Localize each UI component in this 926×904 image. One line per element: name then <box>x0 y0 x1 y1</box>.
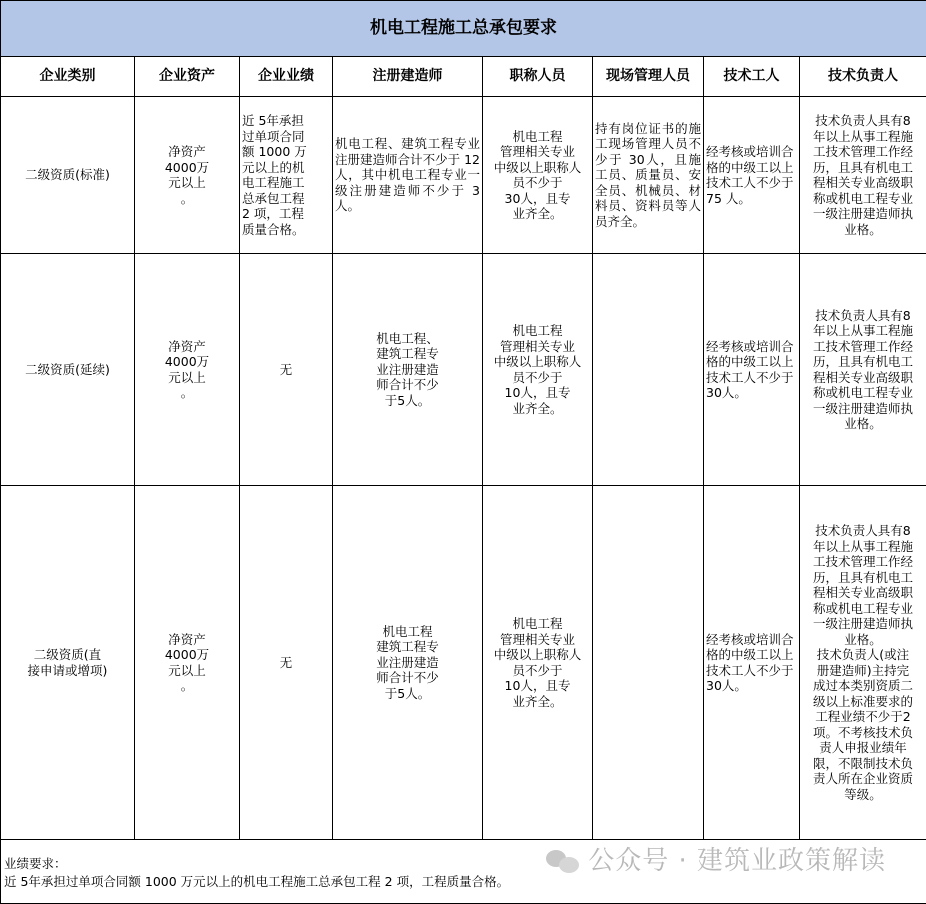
table-title: 机电工程施工总承包要求 <box>1 1 926 57</box>
header-constructors: 注册建造师 <box>333 57 483 97</box>
cell-performance: 无 <box>240 254 333 486</box>
cell-assets: 净资产 4000万 元以上 。 <box>135 254 240 486</box>
cell-technicians: 经考核或培训合格的中级工以上技术工人不少于75 人。 <box>704 97 800 254</box>
cell-constructors: 机电工程、 建筑工程专 业注册建造 师合计不少 于5人。 <box>333 254 483 486</box>
header-category: 企业类别 <box>1 57 135 97</box>
cell-titled-staff: 机电工程 管理相关专业 中级以上职称人 员不少于 30人，且专 业齐全。 <box>483 97 593 254</box>
footer-line-2: 近 5年承担过单项合同额 1000 万元以上的机电工程施工总承包工程 2 项，工程质量合格。 <box>4 873 923 891</box>
wechat-icon <box>546 848 580 874</box>
header-tech-lead: 技术负责人 <box>800 57 926 97</box>
cell-site-managers <box>593 254 704 486</box>
cell-performance: 近 5年承担 过单项合同 额 1000 万 元以上的机 电工程施工 总承包工程 2 项，工程 质量合格。 <box>240 97 333 254</box>
cell-performance: 无 <box>240 486 333 840</box>
header-titled-staff: 职称人员 <box>483 57 593 97</box>
cell-constructors: 机电工程 建筑工程专 业注册建造 师合计不少 于5人。 <box>333 486 483 840</box>
cell-category: 二级资质(延续) <box>1 254 135 486</box>
cell-tech-lead: 技术负责人具有8 年以上从事工程施 工技术管理工作经 历，且具有机电工 程相关专业高级职 称或机电工程专业 一级注册建造师执 业格。 <box>800 254 926 486</box>
header-technicians: 技术工人 <box>704 57 800 97</box>
cell-category: 二级资质(直 接申请或增项) <box>1 486 135 840</box>
cell-technicians: 经考核或培训合格的中级工以上技术工人不少于30人。 <box>704 486 800 840</box>
header-site-managers: 现场管理人员 <box>593 57 704 97</box>
watermark <box>546 848 886 874</box>
cell-titled-staff: 机电工程 管理相关专业 中级以上职称人 员不少于 10人，且专 业齐全。 <box>483 254 593 486</box>
cell-site-managers: 持有岗位证书的施工现场管理人员不少于 30人，且施工员、质量员、安全员、机械员、材料员、资料员等人员齐全。 <box>593 97 704 254</box>
table-row <box>1 97 926 254</box>
cell-technicians: 经考核或培训合格的中级工以上技术工人不少于30人。 <box>704 254 800 486</box>
header-assets: 企业资产 <box>135 57 240 97</box>
cell-site-managers <box>593 486 704 840</box>
cell-constructors: 机电工程、建筑工程专业注册建造师合计不少于 12 人，其中机电工程专业一级注册建造师不少于 3人。 <box>333 97 483 254</box>
cell-assets: 净资产 4000万 元以上 。 <box>135 486 240 840</box>
table-row <box>1 486 926 840</box>
table-row <box>1 254 926 486</box>
footer-line-1: 业绩要求： <box>4 855 923 873</box>
cell-titled-staff: 机电工程 管理相关专业 中级以上职称人 员不少于 10人，且专 业齐全。 <box>483 486 593 840</box>
cell-assets: 净资产 4000万 元以上 。 <box>135 97 240 254</box>
cell-category: 二级资质(标准) <box>1 97 135 254</box>
header-performance: 企业业绩 <box>240 57 333 97</box>
cell-tech-lead: 技术负责人具有8 年以上从事工程施 工技术管理工作经 历，且具有机电工 程相关专业高级职 称或机电工程专业 一级注册建造师执 业格。 <box>800 97 926 254</box>
watermark-text: 公众号 · 建筑业政策解读 <box>588 852 886 870</box>
footer-row <box>1 840 926 904</box>
footer-note <box>1 840 926 904</box>
header-row <box>1 57 926 97</box>
cell-tech-lead: 技术负责人具有8 年以上从事工程施 工技术管理工作经 历，且具有机电工 程相关专业高级职 称或机电工程专业 一级注册建造师执 业格。 技术负责人(或注 册建造师)主持完 成过本类别资质二 级以上标准要求的 工程业绩不少于2 项。不考核技术负 责人申报业绩年 限，不限制技术负 责人所在企业资质 等级。 <box>800 486 926 840</box>
